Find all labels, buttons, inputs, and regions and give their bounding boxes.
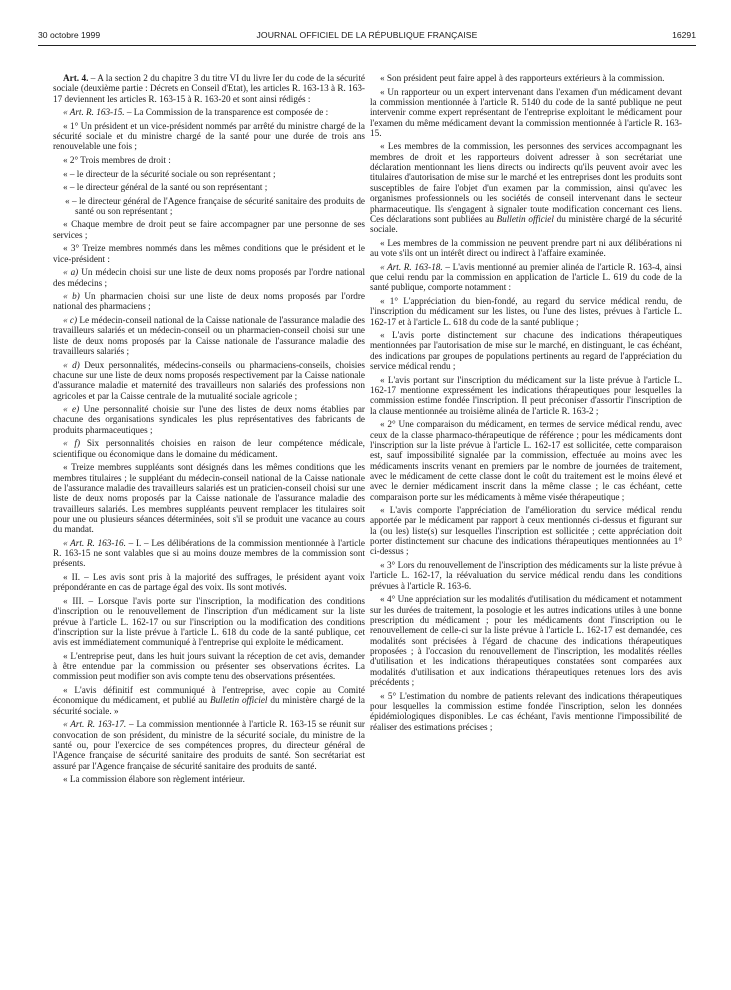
article-r163-17 — [53, 719, 365, 771]
paragraph-text: du ministère chargé de la sécurité sociale. » — [53, 695, 365, 716]
journal-title: JOURNAL OFFICIEL DE LA RÉPUBLIQUE FRANÇAISE — [256, 30, 478, 40]
paragraph-text: « L'avis définitif est communiqué à l'entreprise, avec copie au Comité économique du médicament, et publié au — [53, 684, 365, 706]
list-item — [53, 291, 365, 312]
paragraph — [53, 685, 365, 716]
paragraph: « 4° Une appréciation sur les modalités d'utilisation du médicament et notamment sur les durées de traitement, la posologie et les autres indications utiles à une bonne prescription du médicament ; pour les médicaments dont l'inscription ou le renouvellement de celle-ci sur la liste prévue à l'article L. 162-17 est demandée, ces modalités sont précisées à l'égard de chacune des indications thérapeutiques proposées ; à l'occasion du renouvellement de l'inscription, les modalités réelles d'utilisation et les indications thérapeutiques constatées sont comparées aux modalités d'utilisation et aux indications thérapeutiques retenues lors des avis précédents ; — [370, 594, 682, 687]
list-item: « – le directeur général de l'Agence française de sécurité sanitaire des produits de santé ou son représentant ; — [65, 195, 365, 216]
page-header — [38, 30, 696, 44]
paragraph: « Treize membres suppléants sont désignés dans les mêmes conditions que les membres titulaires ; le suppléant du médecin-conseil national de la Caisse nationale de l'assurance maladie des travailleurs salariés est un praticien-conseil choisi sur une liste de deux noms proposés par la Caisse nationale de l'assurance maladie des travailleurs salariés. Les membres suppléants peuvent remplacer les titulaires soit pour une ou plusieurs séances déterminées, soit s'il se produit une vacance au cours du mandat. — [53, 462, 365, 535]
item-text: Un pharmacien choisi sur une liste de deux noms proposés par l'ordre national des pharmaciens ; — [53, 291, 365, 312]
paragraph: « Chaque membre de droit peut se faire accompagner par une personne de ses services ; — [53, 219, 365, 240]
item-text: Six personnalités choisies en raison de leur compétence médicale, scientifique ou économique dans le domaine du médicament. — [53, 438, 365, 459]
paragraph: « 5° L'estimation du nombre de patients relevant des indications thérapeutiques pour lesquelles la commission estime fondée l'inscription, selon les données épidémiologiques disponibles. Le cas échéant, l'avis mentionne l'impossibilité de réaliser des estimations précises ; — [370, 690, 682, 732]
item-text: Un médecin choisi sur une liste de deux noms proposés par l'ordre national des médecins ; — [53, 267, 366, 288]
article-r163-16-text: – I. – Les délibérations de la commission mentionnée à l'article R. 163-15 ne sont valables que si au moins douze membres de la commission sont présents. — [53, 537, 365, 569]
paragraph: « II. – Les avis sont pris à la majorité des suffrages, le président ayant voix prépondérante en cas de partage égal des voix. Ils sont motivés. — [53, 571, 365, 593]
item-label: « c) — [63, 314, 78, 325]
right-column — [370, 73, 682, 735]
list-item: « – le directeur général de la santé ou son représentant ; — [63, 182, 268, 193]
paragraph: « Son président peut faire appel à des rapporteurs extérieurs à la commission. — [380, 73, 665, 83]
article-r163-17-text: – La commission mentionnée à l'article R. 163-15 se réunit sur convocation de son président, du ministre de la sécurité sociale, du ministre de la santé ou, pour l'exercice de ses compétences propres, du directeur général de l'Agence française de sécurité sanitaire des produits de santé. Son secrétariat est assuré par l'Agence française de sécurité sanitaire des produits de santé. — [53, 719, 365, 771]
paragraph: « Un rapporteur ou un expert intervenant dans l'examen d'un médicament devant la commission mentionnée à l'article R. 5140 du code de la santé publique ne peut intervenir comme expert représentant de l'entreprise exploitant le médicament pour l'examen du même médicament devant la commission mentionnée à l'article R. 163-15. — [370, 86, 682, 138]
issue-date: 30 octobre 1999 — [38, 30, 101, 40]
paragraph-text: du ministère chargé de la sécurité sociale. — [370, 213, 682, 235]
paragraph: « 1° L'appréciation du bien-fondé, au regard du service médical rendu, de l'inscription du médicament sur les listes, ou l'une des listes, prévues à l'article L. 162-17 et à l'article L. 618 du code de la santé publique ; — [370, 295, 682, 327]
paragraph: « L'entreprise peut, dans les huit jours suivant la réception de cet avis, demander à être entendue par la commission ou présenter ses observations écrites. La commission peut modifier son avis compte tenu des observations présentées. — [53, 650, 365, 682]
article-r163-15 — [53, 107, 365, 117]
paragraph: « 3° Treize membres nommés dans les mêmes conditions que le président et le vice-président : — [53, 243, 365, 264]
paragraph: « L'avis comporte l'appréciation de l'amélioration du service médical rendu apportée par le médicament par rapport à ceux mentionnés ci-dessus et figurant sur la (ou les) liste(s) sur lesquelles l'inscription est sollicitée ; cette appréciation doit porter distinctement sur chacune des indications thérapeutiques mentionnées au 1° ci-dessus ; — [370, 505, 682, 557]
list-item — [53, 438, 365, 459]
article-4-label: Art. 4. — [63, 73, 89, 83]
item-label: « f) — [63, 438, 81, 449]
item-label: « b) — [63, 291, 80, 302]
article-r163-16-label: « Art. R. 163-16. — [63, 537, 126, 548]
item-text: Le médecin-conseil national de la Caisse nationale de l'assurance maladie des travailleurs salariés et un médecin-conseil ou un pharmacien-conseil choisi sur une liste de deux noms proposés par la Caisse nationale de l'assurance maladie des travailleurs salariés ; — [53, 314, 365, 356]
header-rule — [38, 45, 696, 46]
paragraph: « 1° Un président et un vice-président nommés par arrêté du ministre chargé de la sécurité sociale et du ministre chargé de la santé pour une durée de trois ans renouvelable une fois ; — [53, 120, 365, 152]
paragraph: « L'avis portant sur l'inscription du médicament sur la liste prévue à l'article L. 162-17 mentionne expressément les indications thérapeutiques pour lesquelles la commission estime fondée l'inscription. Il peut préconiser d'assortir l'inscription de la clause mentionnée au troisième alinéa de l'article R. 163-2 ; — [370, 374, 682, 416]
article-r163-17-label: « Art. R. 163-17. — [63, 719, 127, 730]
paragraph-text: « Les membres de la commission, les personnes des services accompagnant les membres de droit et les rapporteurs doivent adresser à son secrétariat une déclaration mentionnant les liens directs ou indirects qu'ils peuvent avoir avec les titulaires d'autorisation de mise sur le marché et les entreprises dont les produits sont susceptibles de faire l'objet d'un examen par la commission, ainsi qu'avec les organismes professionnels ou les sociétés de conseil intervenant dans le secteur pharmaceutique. Ils s'engagent à signaler toute modification concernant ces liens. Ces déclarations sont publiées au — [370, 141, 682, 224]
article-r163-18 — [370, 262, 682, 293]
bulletin-officiel-ref: Bulletin officiel — [209, 695, 268, 706]
paragraph: « Les membres de la commission ne peuvent prendre part ni aux délibérations ni au vote s'ils ont un intérêt direct ou indirect à l'affaire examinée. — [370, 237, 682, 259]
list-item — [53, 404, 365, 435]
item-label: « d) — [63, 359, 80, 370]
list-item — [53, 360, 365, 401]
paragraph: « L'avis porte distinctement sur chacune des indications thérapeutiques mentionnées par l'autorisation de mise sur le marché, en distinguant, le cas échéant, des indications par groupes de populations pertinents au regard de l'appréciation du service médical rendu ; — [370, 330, 682, 372]
article-r163-18-text: – L'avis mentionné au premier alinéa de l'article R. 163-4, ainsi que celui rendu par la commission en application de l'article L. 619 du code de la santé publique, comporte notamment : — [370, 261, 682, 293]
paragraph: « 2° Une comparaison du médicament, en termes de service médical rendu, avec ceux de la classe pharmaco-thérapeutique de référence ; pour les médicaments dont l'inscription sur la liste prévue à l'article L. 162-17 est sollicitée, cette comparaison est, sauf impossibilité signalée par la commission, effectuée au moins avec les médicaments inscrits venant en premiers par le nombre de journées de traitement, avec le médicament de cette classe dont le coût du traitement est le moins élevé et avec le dernier médicament inscrit dans la même classe ; le cas échéant, cette comparaison porte sur les médicaments à même visée thérapeutique ; — [370, 419, 682, 502]
item-text: Deux personnalités, médecins-conseils ou pharmaciens-conseils, choisies chacune sur une liste de deux noms proposés respectivement par la Caisse nationale d'assurance maladie et maternité des travailleurs non salariés des professions non agricoles et par la Caisse centrale de la mutualité sociale agricole ; — [53, 359, 366, 401]
article-4-text: – A la section 2 du chapitre 3 du titre VI du livre Ier du code de la sécurité sociale (deuxième partie : Décrets en Conseil d'Etat), les articles R. 163-13 à R. 163-17 deviennent les articles R. 163-15 à R. 163-20 et sont ainsi rédigés : — [53, 73, 365, 104]
bulletin-officiel-ref: Bulletin officiel — [496, 213, 554, 224]
article-4 — [53, 73, 365, 104]
left-column — [53, 73, 365, 788]
list-item — [53, 267, 365, 288]
paragraph: « La commission élabore son règlement intérieur. — [63, 774, 245, 785]
paragraph: « 3° Lors du renouvellement de l'inscription des médicaments sur la liste prévue à l'article L. 162-17, la réévaluation du service médical rendu dans les conditions prévues à l'article R. 163-6. — [370, 560, 682, 591]
list-item — [53, 315, 365, 356]
paragraph — [370, 141, 682, 234]
page-number: 16291 — [672, 30, 696, 40]
item-text: Une personnalité choisie sur l'une des listes de deux noms établies par chacune des organisations syndicales les plus représentatives des fabricants de produits pharmaceutiques ; — [53, 404, 365, 435]
item-label: « e) — [63, 404, 80, 415]
article-r163-18-label: « Art. R. 163-18. — [380, 261, 443, 272]
article-r163-15-label: « Art. R. 163-15. — [63, 107, 125, 118]
article-r163-16 — [53, 538, 365, 569]
list-item: « – le directeur de la sécurité sociale ou son représentant ; — [63, 168, 276, 179]
article-r163-15-text: – La Commission de la transparence est composée de : — [124, 107, 329, 118]
item-label: « a) — [63, 267, 79, 278]
paragraph: « III. – Lorsque l'avis porte sur l'inscription, la modification des conditions d'inscription ou le renouvellement de l'inscription d'un médicament sur la liste prévue à l'article L. 162-17 ou sur l'inscription ou la modification des conditions d'inscription sur la liste prévue à l'article L. 618 du code de la santé publique, cet avis est immédiatement communiqué à l'entreprise qui exploite le médicament. — [53, 595, 365, 648]
paragraph: « 2° Trois membres de droit : — [63, 154, 171, 165]
